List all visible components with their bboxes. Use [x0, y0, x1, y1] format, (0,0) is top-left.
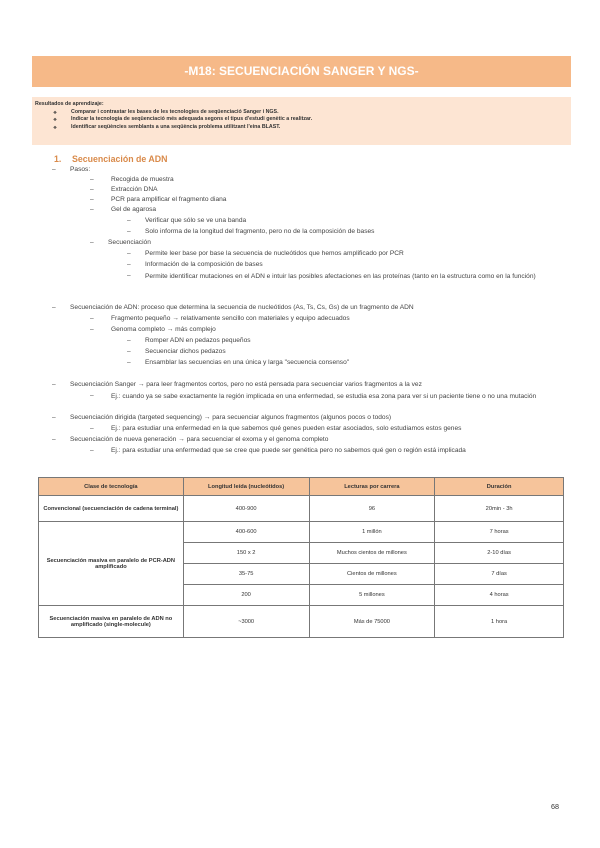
cell-technology-class: Secuenciación masiva en paralelo de PCR-ADN amplificado: [39, 522, 184, 606]
learning-outcome-item: ❖ Indicar la tecnologia de seqüenciació més adequada segons el tipus d'estudi genètic a realitzar.: [35, 116, 568, 123]
cell-read-length: ~3000: [183, 606, 309, 638]
section-number: 1.: [54, 154, 62, 164]
cell-reads-per-run: 96: [309, 496, 435, 522]
cell-read-length: 35-75: [183, 564, 309, 585]
learning-outcomes-box: [32, 97, 571, 145]
cell-technology-class: Secuenciación masiva en paralelo de ADN no amplificado (single-molecule): [39, 606, 184, 638]
learning-outcome-item: ❖ Identificar seqüències semblants a una seqüència problema utilitzant l'eina BLAST.: [35, 124, 568, 131]
cell-reads-per-run: Más de 75000: [309, 606, 435, 638]
header-reads-per-run: Lecturas por carrera: [309, 478, 435, 496]
header-technology-class: Clase de tecnología: [39, 478, 184, 496]
cell-reads-per-run: 5 millones: [309, 585, 435, 606]
cell-duration: 2-10 días: [435, 543, 564, 564]
cell-technology-class: Convencional (secuenciación de cadena terminal): [39, 496, 184, 522]
table-header-row: [39, 478, 564, 496]
cell-read-length: 200: [183, 585, 309, 606]
cell-duration: 20min - 3h: [435, 496, 564, 522]
section-title: Secuenciación de ADN: [72, 154, 168, 164]
cell-reads-per-run: 1 millón: [309, 522, 435, 543]
learning-outcomes-heading: Resultados de aprendizaje:: [35, 101, 104, 107]
cell-duration: 4 horas: [435, 585, 564, 606]
cell-read-length: 400-600: [183, 522, 309, 543]
table-row: [39, 496, 564, 522]
cell-reads-per-run: Cientos de millones: [309, 564, 435, 585]
section-heading: [54, 154, 168, 164]
cell-reads-per-run: Muchos cientos de millones: [309, 543, 435, 564]
cell-duration: 7 horas: [435, 522, 564, 543]
cell-duration: 1 hora: [435, 606, 564, 638]
module-title-banner: -M18: SECUENCIACIÓN SANGER Y NGS-: [32, 56, 571, 87]
page-number: 68: [551, 802, 559, 811]
table-row: [39, 522, 564, 543]
cell-duration: 7 días: [435, 564, 564, 585]
cell-read-length: 400-900: [183, 496, 309, 522]
header-duration: Duración: [435, 478, 564, 496]
table-row: [39, 606, 564, 638]
cell-read-length: 150 x 2: [183, 543, 309, 564]
header-read-length: Longitud leída (nucleótidos): [183, 478, 309, 496]
learning-outcomes-list: [35, 109, 568, 131]
learning-outcome-item: ❖ Comparar i contrastar les bases de les tecnologies de seqüenciació Sanger i NGS.: [35, 109, 568, 116]
sequencing-technologies-table: [38, 477, 564, 638]
